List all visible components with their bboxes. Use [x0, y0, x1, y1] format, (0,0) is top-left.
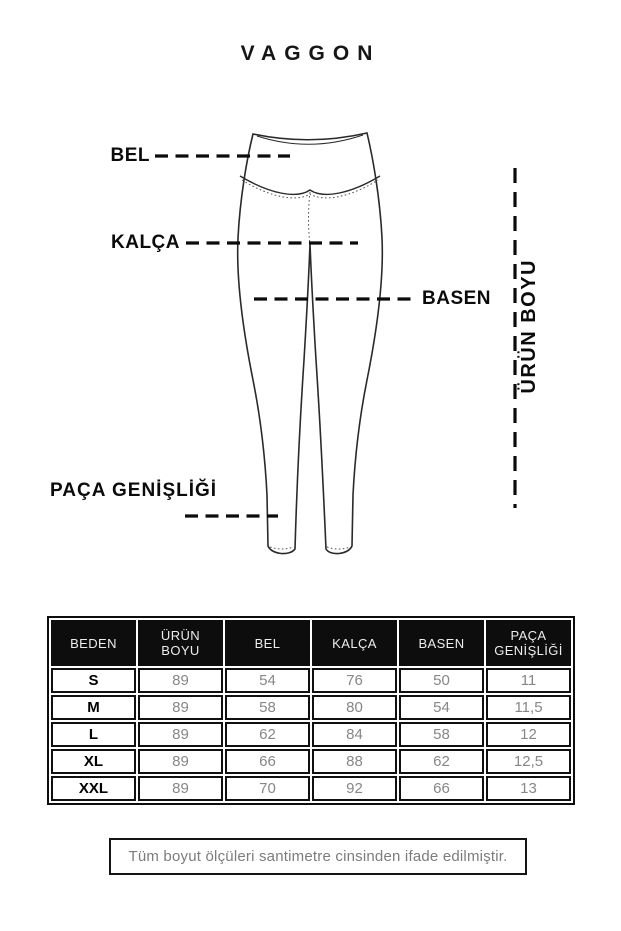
- value-cell: 58: [225, 695, 310, 720]
- size-table-body: [51, 668, 571, 801]
- value-cell: 89: [138, 722, 223, 747]
- value-cell: 12,5: [486, 749, 571, 774]
- column-header: BASEN: [399, 620, 484, 666]
- value-cell: 50: [399, 668, 484, 693]
- table-row: [51, 749, 571, 774]
- value-cell: 80: [312, 695, 397, 720]
- value-cell: 66: [399, 776, 484, 801]
- size-cell: XXL: [51, 776, 136, 801]
- size-table: [47, 616, 575, 805]
- size-table-head: [51, 620, 571, 666]
- column-header: PAÇA GENİŞLİĞİ: [486, 620, 571, 666]
- value-cell: 11: [486, 668, 571, 693]
- size-cell: S: [51, 668, 136, 693]
- units-note-text: Tüm boyut ölçüleri santimetre cinsinden ifade edilmiştir.: [128, 848, 508, 865]
- value-cell: 89: [138, 695, 223, 720]
- value-cell: 92: [312, 776, 397, 801]
- value-cell: 76: [312, 668, 397, 693]
- value-cell: 66: [225, 749, 310, 774]
- size-cell: M: [51, 695, 136, 720]
- value-cell: 84: [312, 722, 397, 747]
- kalca-label: KALÇA: [111, 232, 180, 253]
- brand-logo: VAGGON: [240, 42, 381, 65]
- paca-genisligi-label: PAÇA GENİŞLİĞİ: [50, 480, 218, 501]
- value-cell: 62: [225, 722, 310, 747]
- bel-label: BEL: [110, 145, 150, 166]
- value-cell: 58: [399, 722, 484, 747]
- table-row: [51, 776, 571, 801]
- urun-boyu-label: ÜRÜN BOYU: [518, 259, 540, 394]
- value-cell: 13: [486, 776, 571, 801]
- value-cell: 54: [399, 695, 484, 720]
- value-cell: 62: [399, 749, 484, 774]
- size-cell: L: [51, 722, 136, 747]
- value-cell: 89: [138, 749, 223, 774]
- value-cell: 88: [312, 749, 397, 774]
- size-cell: XL: [51, 749, 136, 774]
- value-cell: 89: [138, 668, 223, 693]
- table-row: [51, 722, 571, 747]
- value-cell: 12: [486, 722, 571, 747]
- column-header: ÜRÜN BOYU: [138, 620, 223, 666]
- value-cell: 54: [225, 668, 310, 693]
- size-table-header-row: [51, 620, 571, 666]
- value-cell: 11,5: [486, 695, 571, 720]
- column-header: KALÇA: [312, 620, 397, 666]
- value-cell: 70: [225, 776, 310, 801]
- table-row: [51, 695, 571, 720]
- value-cell: 89: [138, 776, 223, 801]
- basen-label: BASEN: [422, 288, 492, 309]
- column-header: BEDEN: [51, 620, 136, 666]
- column-header: BEL: [225, 620, 310, 666]
- units-note-box: [109, 838, 527, 875]
- table-row: [51, 668, 571, 693]
